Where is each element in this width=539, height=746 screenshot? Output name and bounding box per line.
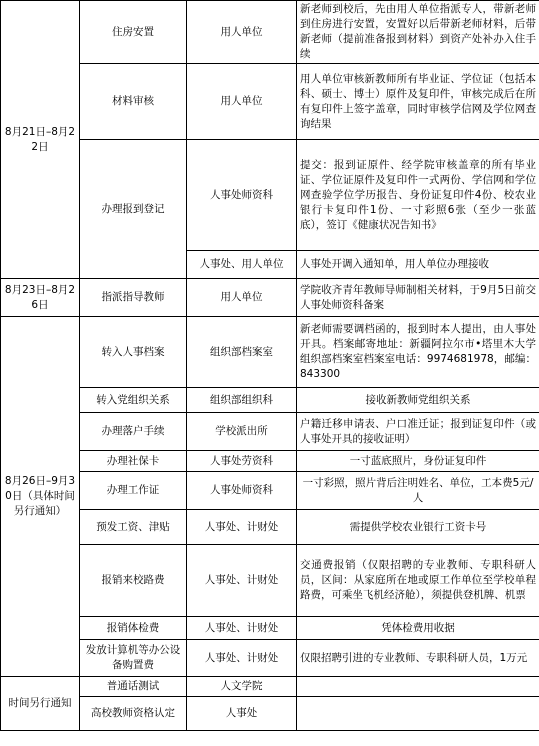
requirements: 需提供学校农业银行工资卡号 [297, 510, 539, 545]
task-name: 材料审核 [80, 64, 187, 140]
table-row [1, 279, 539, 317]
responsible-dept: 用人单位 [187, 279, 297, 317]
task-name: 预发工资、津贴 [80, 510, 187, 545]
task-name: 发放计算机等办公设备购置费 [80, 640, 187, 677]
table-row [1, 640, 539, 677]
requirements [297, 697, 539, 731]
table-row [1, 317, 539, 388]
table-row [1, 697, 539, 731]
responsible-dept: 组织部组织科 [187, 388, 297, 413]
task-name: 住房安置 [80, 1, 187, 64]
requirements: 提交：报到证原件、经学院审核盖章的所有毕业证、学位证原件及复印件一式两份、学信网和学位网查验学位学历报告、身份证复印件4份、校农业银行卡复印件1份、一寸彩照6张（至少一张蓝底），签订《健康状况告知书》 [297, 140, 539, 251]
task-name: 转入人事档案 [80, 317, 187, 388]
date-cell: 时间另行通知 [1, 677, 80, 731]
table-row [1, 617, 539, 640]
date-cell: 8月21日–8月22日 [1, 1, 80, 279]
table-row [1, 472, 539, 510]
task-name: 办理社保卡 [80, 451, 187, 472]
task-name: 报销来校路费 [80, 545, 187, 617]
table-row [1, 64, 539, 140]
task-name: 普通话测试 [80, 677, 187, 697]
table-row [1, 510, 539, 545]
requirements: 用人单位审核新教师所有毕业证、学位证（包括本科、硕士、博士）原件及复印件，审核完成后在所有复印件上签字盖章，同时审核学信网及学位网查询结果 [297, 64, 539, 140]
responsible-dept: 人事处、用人单位 [187, 251, 297, 279]
responsible-dept: 人事处、计财处 [187, 545, 297, 617]
table-row [1, 1, 539, 64]
requirements [297, 677, 539, 697]
task-name: 办理报到登记 [80, 140, 187, 279]
requirements: 人事处开调入通知单，用人单位办理接收 [297, 251, 539, 279]
requirements: 交通费报销（仅限招聘的专业教师、专职科研人员，区间：从家庭所在地或原工作单位至学校单程路费，可乘坐飞机经济舱），须提供登机牌、机票 [297, 545, 539, 617]
task-name: 报销体检费 [80, 617, 187, 640]
table-row [1, 388, 539, 413]
responsible-dept: 人事处师资科 [187, 472, 297, 510]
date-cell: 8月26日–9月30日（具体时间另行通知） [1, 317, 80, 677]
task-name: 高校教师资格认定 [80, 697, 187, 731]
table-row [1, 677, 539, 697]
table-row [1, 413, 539, 451]
task-name: 办理落户手续 [80, 413, 187, 451]
responsible-dept: 人事处、计财处 [187, 640, 297, 677]
responsible-dept: 人事处师资科 [187, 140, 297, 251]
responsible-dept: 人事处劳资科 [187, 451, 297, 472]
table-row [1, 451, 539, 472]
table-row [1, 545, 539, 617]
responsible-dept: 用人单位 [187, 1, 297, 64]
responsible-dept: 人事处 [187, 697, 297, 731]
requirements: 新老师到校后，先由用人单位指派专人，带新老师到住房进行安置，安置好以后带新老师材料，后带新老师（提前准备报到材料）到资产处补办入住手续 [297, 1, 539, 64]
responsible-dept: 人文学院 [187, 677, 297, 697]
requirements: 学院收齐青年教师导师制相关材料，于9月5日前交人事处师资科备案 [297, 279, 539, 317]
responsible-dept: 人事处、计财处 [187, 510, 297, 545]
requirements: 一寸彩照，照片背后注明姓名、单位，工本费5元/人 [297, 472, 539, 510]
task-name: 指派指导教师 [80, 279, 187, 317]
responsible-dept: 学校派出所 [187, 413, 297, 451]
responsible-dept: 组织部档案室 [187, 317, 297, 388]
requirements: 新老师需要调档函的，报到时本人提出，由人事处开具。档案邮寄地址：新疆阿拉尔市•塔里木大学组织部档案室档案室电话：9974681978，邮编：843300 [297, 317, 539, 388]
requirements: 仅限招聘引进的专业教师、专职科研人员，1万元 [297, 640, 539, 677]
date-cell: 8月23日–8月26日 [1, 279, 80, 317]
task-name: 办理工作证 [80, 472, 187, 510]
table-row [1, 140, 539, 251]
requirements: 凭体检费用收据 [297, 617, 539, 640]
responsible-dept: 人事处、计财处 [187, 617, 297, 640]
requirements: 接收新教师党组织关系 [297, 388, 539, 413]
requirements: 户籍迁移申请表、户口准迁证；报到证复印件（或人事处开具的接收证明） [297, 413, 539, 451]
requirements: 一寸蓝底照片，身份证复印件 [297, 451, 539, 472]
responsible-dept: 用人单位 [187, 64, 297, 140]
task-name: 转入党组织关系 [80, 388, 187, 413]
